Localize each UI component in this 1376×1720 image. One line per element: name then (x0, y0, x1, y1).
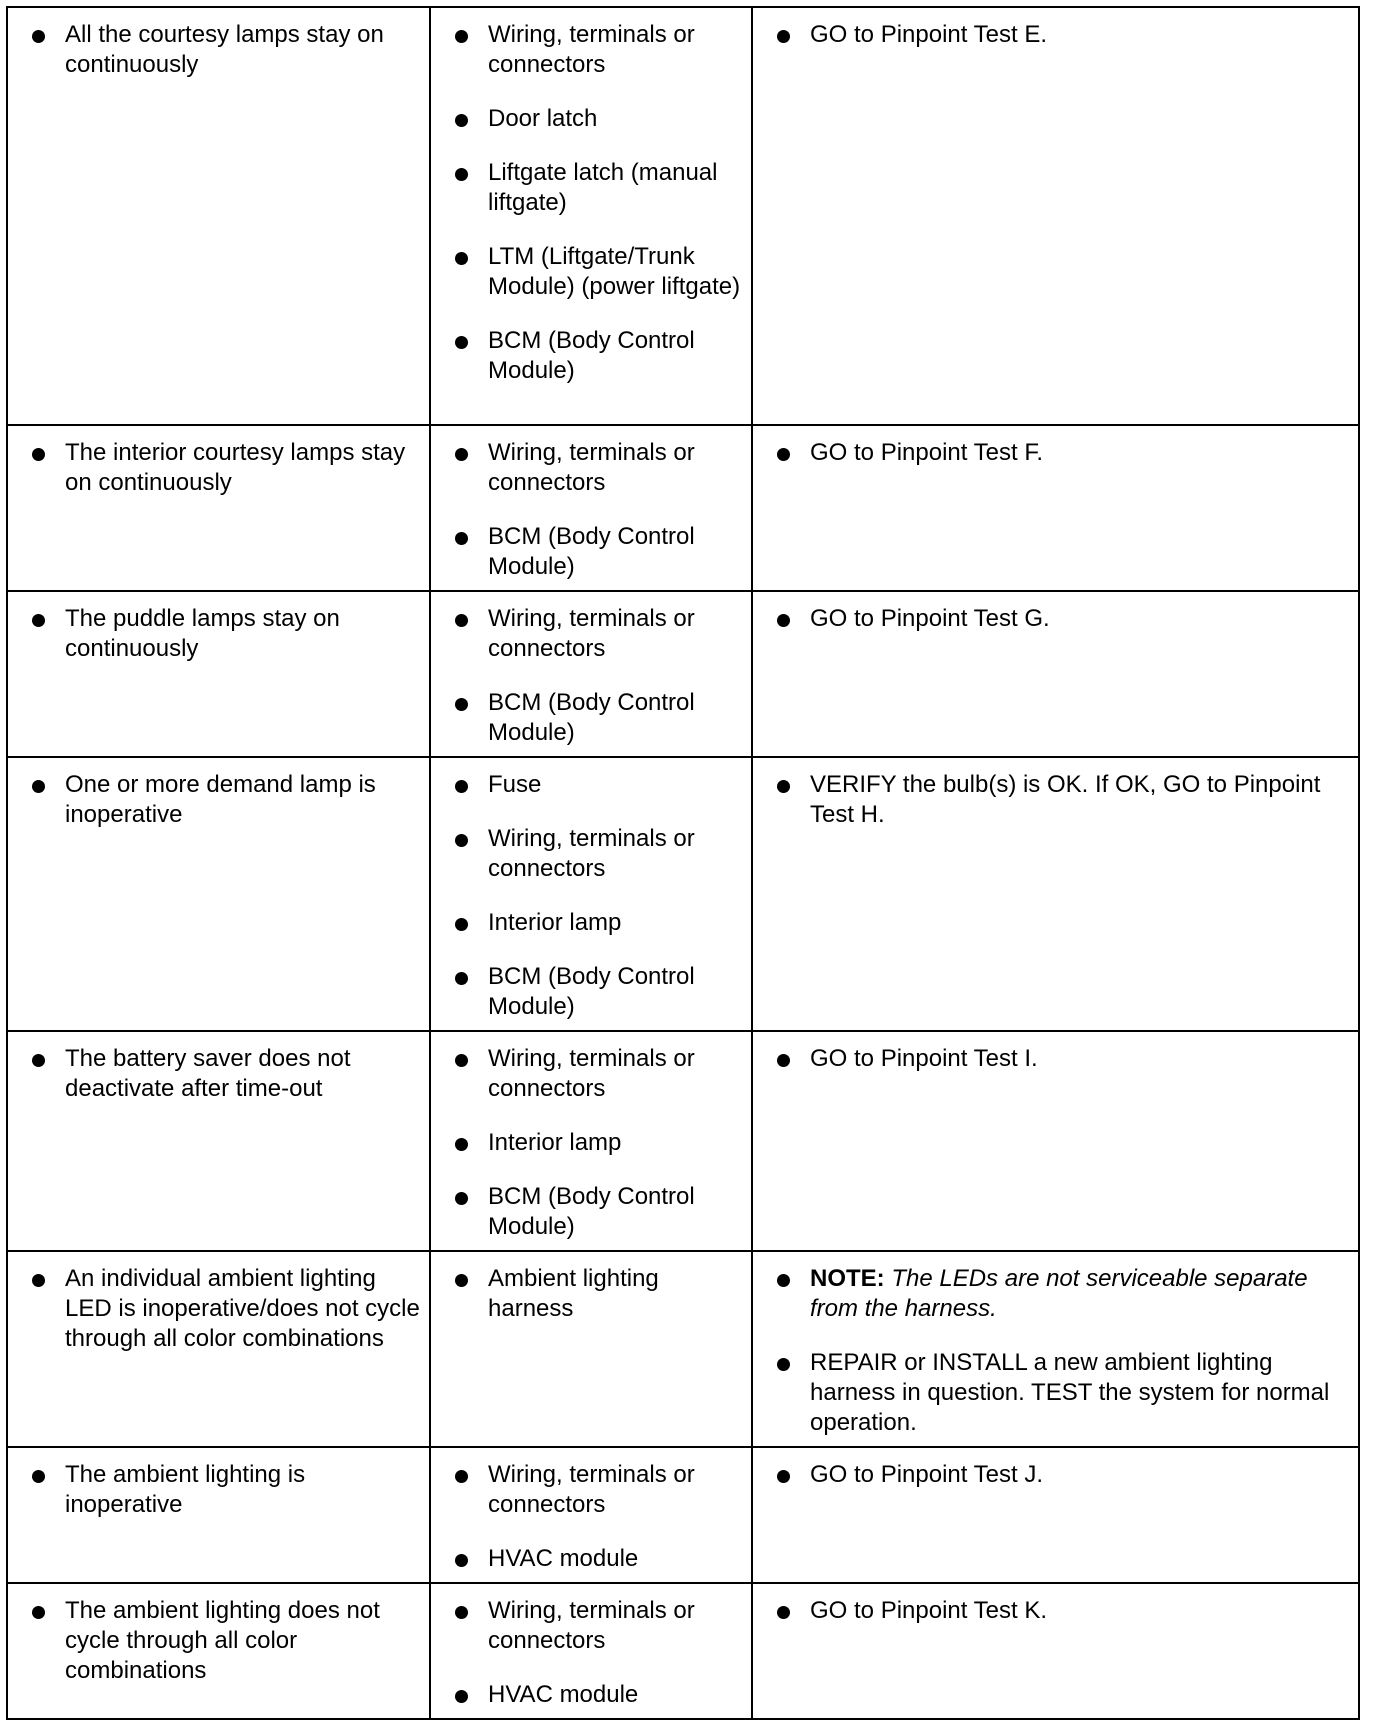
source-item (439, 242, 743, 302)
bullet-icon (455, 168, 468, 181)
source-item-text: Wiring, terminals or connectors (488, 825, 695, 882)
bullet-icon (32, 1470, 45, 1483)
possible-source-cell (430, 591, 752, 757)
bullet-icon (455, 780, 468, 793)
action-cell (752, 425, 1359, 591)
bullet-icon (32, 1274, 45, 1287)
action-cell (752, 1251, 1359, 1447)
bullet-icon (777, 1358, 790, 1371)
source-item (439, 20, 743, 80)
bullet-icon (777, 448, 790, 461)
symptom-item (16, 20, 421, 80)
table-row (7, 1583, 1359, 1719)
action-item (761, 20, 1350, 50)
source-item-text: Fuse (488, 771, 542, 798)
source-item (439, 104, 743, 134)
symptom-cell (7, 591, 430, 757)
source-item-text: Wiring, terminals or connectors (488, 439, 695, 496)
bullet-icon (777, 1054, 790, 1067)
source-item-text: Ambient lighting harness (488, 1265, 659, 1322)
source-item-text: Liftgate latch (manual liftgate) (488, 159, 718, 216)
source-item (439, 770, 743, 800)
symptom-item-text: The ambient lighting is inoperative (65, 1461, 306, 1518)
note-label: NOTE: (810, 1265, 885, 1292)
symptom-cell (7, 757, 430, 1031)
bullet-icon (455, 1138, 468, 1151)
symptom-item (16, 604, 421, 664)
table-row (7, 425, 1359, 591)
action-item-text: GO to Pinpoint Test G. (810, 605, 1050, 632)
source-item (439, 522, 743, 582)
bullet-icon (777, 1274, 790, 1287)
bullet-icon (777, 1470, 790, 1483)
symptom-cell (7, 425, 430, 591)
action-item (761, 438, 1350, 468)
action-cell (752, 757, 1359, 1031)
bullet-icon (455, 834, 468, 847)
bullet-icon (777, 780, 790, 793)
symptom-item (16, 438, 421, 498)
bullet-icon (777, 1606, 790, 1619)
symptom-cell (7, 7, 430, 425)
source-item-text: Door latch (488, 105, 598, 132)
source-item-text: BCM (Body Control Module) (488, 963, 695, 1020)
bullet-icon (777, 614, 790, 627)
table-row (7, 1447, 1359, 1583)
source-item (439, 688, 743, 748)
symptom-cell (7, 1583, 430, 1719)
symptom-item-text: An individual ambient lighting LED is inoperative/does not cycle through all color combinations (65, 1265, 420, 1352)
symptom-item-text: The puddle lamps stay on continuously (65, 605, 340, 662)
action-item (761, 1596, 1350, 1626)
possible-source-cell (430, 1583, 752, 1719)
symptom-item (16, 1460, 421, 1520)
possible-source-cell (430, 7, 752, 425)
source-item-text: BCM (Body Control Module) (488, 327, 695, 384)
source-item-text: Wiring, terminals or connectors (488, 605, 695, 662)
symptom-item (16, 1264, 421, 1354)
bullet-icon (455, 30, 468, 43)
possible-source-cell (430, 425, 752, 591)
bullet-icon (455, 532, 468, 545)
action-cell (752, 1583, 1359, 1719)
source-item (439, 1264, 743, 1324)
symptom-item-text: All the courtesy lamps stay on continuously (65, 21, 384, 78)
action-item-text: GO to Pinpoint Test K. (810, 1597, 1048, 1624)
symptom-item-text: The ambient lighting does not cycle through all color combinations (65, 1597, 380, 1684)
possible-source-cell (430, 757, 752, 1031)
bullet-icon (455, 1690, 468, 1703)
source-item (439, 908, 743, 938)
bullet-icon (455, 448, 468, 461)
source-item-text: Wiring, terminals or connectors (488, 21, 695, 78)
bullet-icon (455, 1606, 468, 1619)
source-item (439, 1182, 743, 1242)
action-item-text: GO to Pinpoint Test F. (810, 439, 1044, 466)
bullet-icon (455, 614, 468, 627)
note-text: The LEDs are not serviceable separate from the harness. (810, 1265, 1308, 1322)
action-cell (752, 1031, 1359, 1251)
bullet-icon (32, 1054, 45, 1067)
bullet-icon (455, 972, 468, 985)
action-cell (752, 591, 1359, 757)
source-item (439, 1544, 743, 1574)
source-item-text: HVAC module (488, 1545, 639, 1572)
table-row (7, 591, 1359, 757)
bullet-icon (32, 30, 45, 43)
source-item (439, 326, 743, 386)
bullet-icon (455, 698, 468, 711)
bullet-icon (32, 614, 45, 627)
bullet-icon (455, 1554, 468, 1567)
source-item (439, 824, 743, 884)
source-item (439, 1044, 743, 1104)
source-item-text: HVAC module (488, 1681, 639, 1708)
note-item (761, 1264, 1350, 1324)
symptom-item-text: The interior courtesy lamps stay on continuously (65, 439, 406, 496)
source-item (439, 1596, 743, 1656)
symptom-item-text: One or more demand lamp is inoperative (65, 771, 376, 828)
source-item-text: LTM (Liftgate/Trunk Module) (power liftgate) (488, 243, 741, 300)
bullet-icon (455, 1470, 468, 1483)
source-item (439, 962, 743, 1022)
source-item-text: Interior lamp (488, 1129, 622, 1156)
symptom-item (16, 1044, 421, 1104)
table-row (7, 1031, 1359, 1251)
symptom-cell (7, 1251, 430, 1447)
source-item (439, 158, 743, 218)
possible-source-cell (430, 1447, 752, 1583)
source-item-text: Interior lamp (488, 909, 622, 936)
action-item (761, 1348, 1350, 1438)
bullet-icon (32, 448, 45, 461)
action-item (761, 1460, 1350, 1490)
symptom-cell (7, 1031, 430, 1251)
action-item-text: VERIFY the bulb(s) is OK. If OK, GO to Pinpoint Test H. (810, 771, 1321, 828)
source-item-text: Wiring, terminals or connectors (488, 1461, 695, 1518)
action-item-text: GO to Pinpoint Test J. (810, 1461, 1044, 1488)
source-item-text: Wiring, terminals or connectors (488, 1597, 695, 1654)
bullet-icon (455, 918, 468, 931)
table-body (7, 7, 1359, 1719)
bullet-icon (455, 252, 468, 265)
symptom-item-text: The battery saver does not deactivate after time-out (65, 1045, 351, 1102)
source-item (439, 1128, 743, 1158)
table-row (7, 757, 1359, 1031)
bullet-icon (455, 1192, 468, 1205)
bullet-icon (32, 1606, 45, 1619)
bullet-icon (32, 780, 45, 793)
symptom-item (16, 1596, 421, 1686)
bullet-icon (455, 1274, 468, 1287)
action-item (761, 1044, 1350, 1074)
source-item-text: BCM (Body Control Module) (488, 523, 695, 580)
source-item (439, 438, 743, 498)
table-row (7, 7, 1359, 425)
source-item (439, 1460, 743, 1520)
symptom-chart-table (6, 6, 1360, 1720)
action-item (761, 604, 1350, 634)
action-item-text: GO to Pinpoint Test I. (810, 1045, 1038, 1072)
possible-source-cell (430, 1031, 752, 1251)
action-cell (752, 1447, 1359, 1583)
symptom-item (16, 770, 421, 830)
bullet-icon (455, 1054, 468, 1067)
symptom-cell (7, 1447, 430, 1583)
bullet-icon (777, 30, 790, 43)
bullet-icon (455, 336, 468, 349)
bullet-icon (455, 114, 468, 127)
source-item (439, 604, 743, 664)
action-item-text: REPAIR or INSTALL a new ambient lighting harness in question. TEST the system for normal operation. (810, 1349, 1330, 1436)
possible-source-cell (430, 1251, 752, 1447)
action-item-text: GO to Pinpoint Test E. (810, 21, 1048, 48)
source-item-text: BCM (Body Control Module) (488, 689, 695, 746)
source-item-text: Wiring, terminals or connectors (488, 1045, 695, 1102)
table-row (7, 1251, 1359, 1447)
action-cell (752, 7, 1359, 425)
source-item-text: BCM (Body Control Module) (488, 1183, 695, 1240)
action-item (761, 770, 1350, 830)
